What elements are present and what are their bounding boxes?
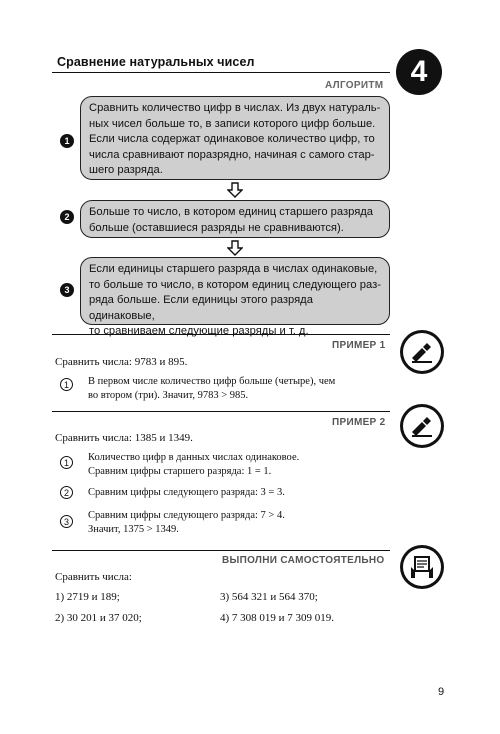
- step-number-2: 2: [60, 210, 74, 224]
- example-2-item-1: [88, 451, 299, 479]
- page-title: Сравнение натуральных чисел: [57, 55, 255, 69]
- example-2-badge: [400, 404, 444, 448]
- chapter-badge: 4: [396, 49, 442, 95]
- step-1-line: числа сравнивают поразрядно, начиная с самого стар-: [89, 148, 375, 161]
- example-2-item-num: 2: [60, 486, 73, 499]
- step-1-line: ных чисел больше то, в записи которого цифр больше.: [89, 117, 376, 130]
- down-arrow-icon: [227, 182, 243, 198]
- exercise-item: 2) 30 201 и 37 020;: [55, 612, 142, 624]
- hand-writing-icon: [408, 338, 436, 366]
- example-2-line: Сравним цифры следующего разряда: 7 > 4.: [88, 510, 285, 521]
- example-1-item: [88, 375, 335, 403]
- example-1-badge: [400, 330, 444, 374]
- step-3-line: то больше то число, в котором единиц следующего раз-: [89, 278, 381, 291]
- page-number: 9: [438, 686, 445, 698]
- example-1-line: В первом числе количество цифр больше (четыре), чем: [88, 376, 336, 387]
- example-2-line: Количество цифр в данных числах одинаковое.: [88, 452, 300, 463]
- example-2-task: Сравнить числа: 1385 и 1349.: [55, 432, 193, 444]
- step-number-1: 1: [60, 134, 74, 148]
- algorithm-step-1: [80, 96, 390, 180]
- step-1-line: шего разряда.: [89, 164, 163, 176]
- algorithm-step-2: [80, 200, 390, 238]
- example-2-item-2: [88, 486, 285, 500]
- example-2-item-num: 1: [60, 456, 73, 469]
- example-1-line: во втором (три). Значит, 9783 > 985.: [88, 390, 249, 401]
- exercise-task: Сравнить числа:: [55, 571, 132, 583]
- exercise-item: 1) 2719 и 189;: [55, 591, 120, 603]
- section-divider: [52, 334, 390, 335]
- example-2-line: Сравним цифры следующего разряда: 3 = 3.: [88, 487, 285, 498]
- example-1-item-num: 1: [60, 378, 73, 391]
- section-divider: [52, 550, 390, 551]
- title-underline: [52, 72, 390, 73]
- example-1-task: Сравнить числа: 9783 и 895.: [55, 356, 188, 368]
- exercise-badge: [400, 545, 444, 589]
- exercise-item: 3) 564 321 и 564 370;: [220, 591, 318, 603]
- exercise-item: 4) 7 308 019 и 7 309 019.: [220, 612, 335, 624]
- section-divider: [52, 411, 390, 412]
- algorithm-step-3: [80, 257, 390, 337]
- step-3-line: Если единицы старшего разряда в числах одинаковые,: [89, 263, 378, 275]
- example-2-item-3: [88, 509, 285, 537]
- example-2-line: Сравним цифры старшего разряда: 1 = 1.: [88, 466, 272, 477]
- step-2-line: Больше то число, в котором единиц старшего разряда: [89, 206, 374, 218]
- algorithm-label: АЛГОРИТМ: [325, 80, 384, 91]
- example-2-line: Значит, 1375 > 1349.: [88, 524, 179, 535]
- step-number-3: 3: [60, 283, 74, 297]
- example-2-item-num: 3: [60, 515, 73, 528]
- step-3-line: то сравниваем следующие разряды и т. д.: [89, 325, 309, 337]
- hand-writing-icon: [408, 412, 436, 440]
- step-1-line: Сравнить количество цифр в числах. Из двух натураль-: [89, 102, 381, 114]
- step-2-line: больше (оставшиеся разряды не сравниваются).: [89, 221, 344, 234]
- board-hands-icon: [408, 553, 436, 581]
- step-3-line: ряда больше. Если единицы этого разряда одинаковые,: [89, 294, 313, 322]
- example-2-label: ПРИМЕР 2: [332, 417, 386, 428]
- step-1-line: Если числа содержат одинаковое количество цифр, то: [89, 133, 375, 145]
- example-1-label: ПРИМЕР 1: [332, 340, 386, 351]
- exercise-label: ВЫПОЛНИ САМОСТОЯТЕЛЬНО: [222, 555, 385, 566]
- down-arrow-icon: [227, 240, 243, 256]
